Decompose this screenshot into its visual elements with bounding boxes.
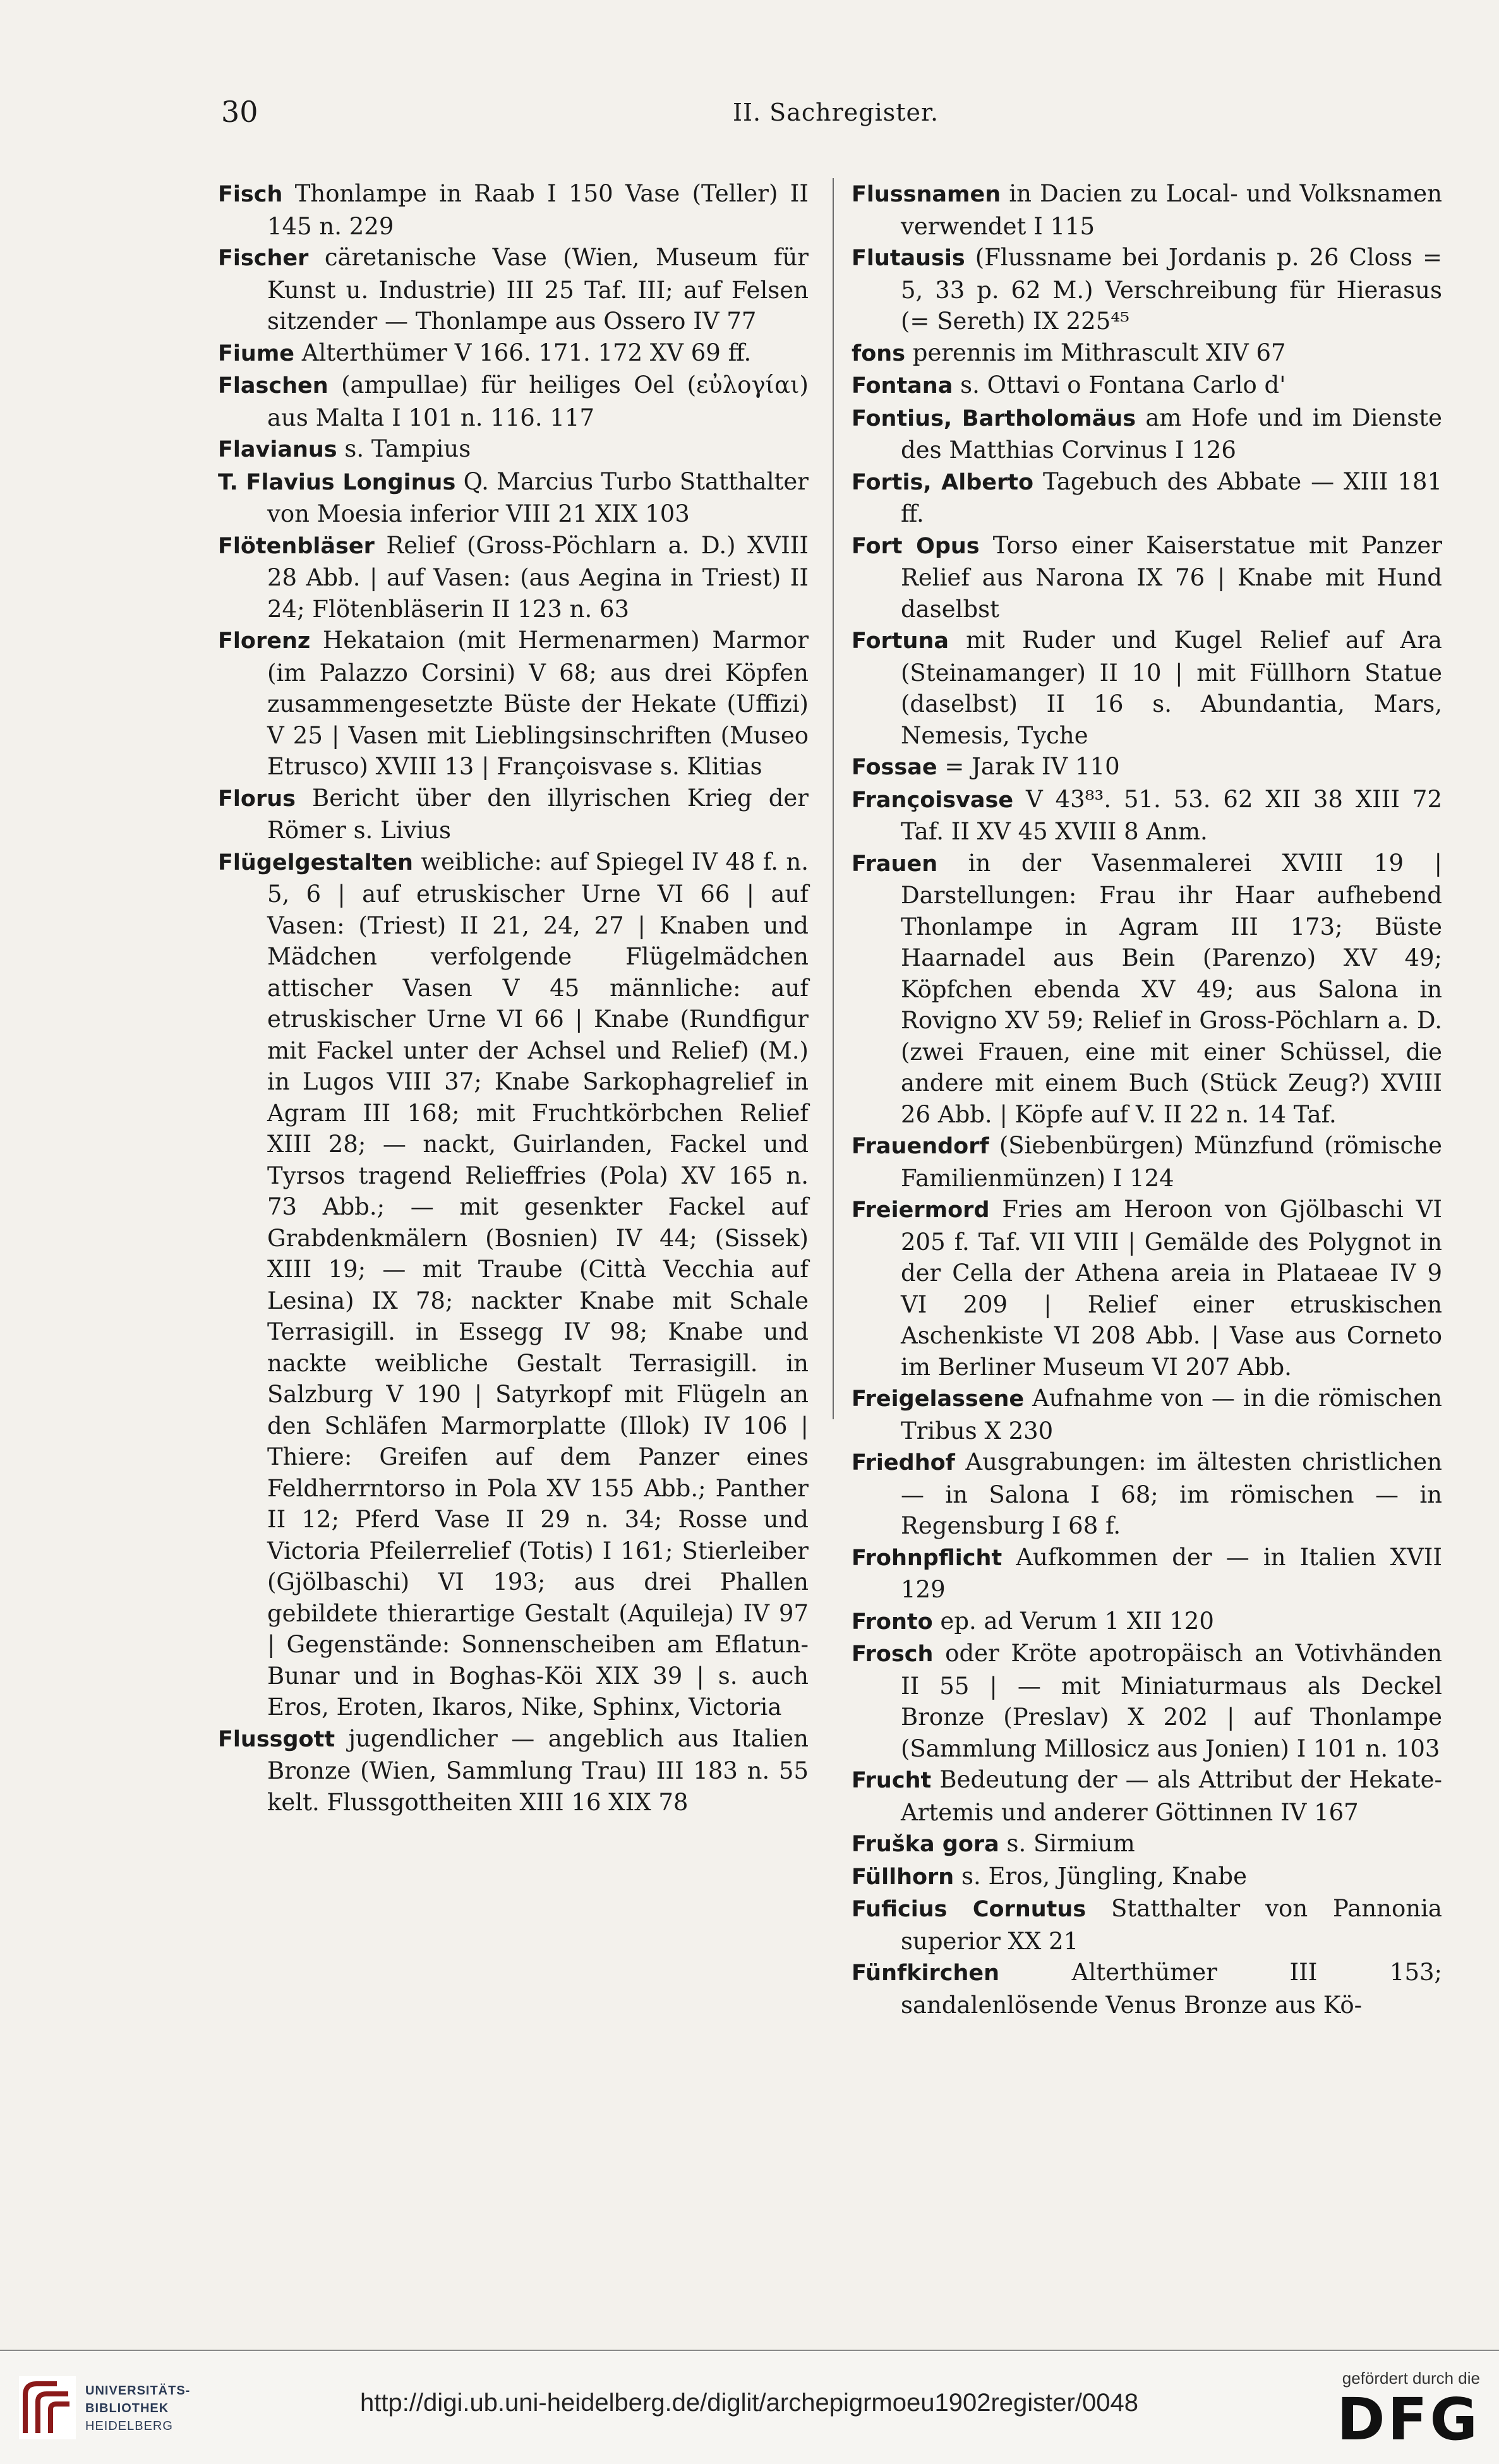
entry-keyword: Fünfkirchen	[852, 1961, 1000, 1986]
entry-text: (Flussname bei Jordanis p. 26 Closs = 5, 33 p. 62 M.) Verschreibung für Hierasus (= Sereth) IX 225⁴⁵	[901, 244, 1442, 335]
index-entry	[218, 337, 809, 370]
entry-text: Alterthümer V 166. 171. 172 XV 69 ff.	[294, 339, 752, 366]
index-entry	[852, 1130, 1442, 1194]
entry-text: in der Vasenmalerei XVIII 19 | Darstellungen: Frau ihr Haar aufhebend Thonlampe in Agram III 173; Büste Haarnadel aus Bein (Parenzo) XV 49; Köpfchen ebenda XV 49; aus Salona in Rovigno XV 59; Relief in Gross-Pöchlarn a. D. (zwei Frauen, eine mit einer Schüssel, die andere mit einem Buch (Stück Zeug?) XVIII 26 Abb. | Köpfe auf V. II 22 n. 14 Taf.	[901, 849, 1442, 1128]
entry-keyword: Frohnpflicht	[852, 1545, 1002, 1571]
entry-text: s. Tampius	[337, 435, 471, 462]
entry-text: Statthalter von Pannonia superior XX 21	[901, 1895, 1442, 1955]
index-entry	[218, 466, 809, 530]
entry-text: Q. Marcius Turbo Statthalter von Moesia inferior VIII 21 XIX 103	[267, 467, 809, 527]
entry-keyword: Frucht	[852, 1768, 932, 1793]
index-entry	[852, 1828, 1442, 1861]
entry-text: Hekataion (mit Hermenarmen) Marmor (im Palazzo Corsini) V 68; aus drei Köpfen zusammengesetzte Büste der Hekate (Uffizi) V 25 | Vasen mit Lieblingsinschriften (Museo Etrusco) XVIII 13 | Françoisvase s. Klitias	[267, 627, 809, 780]
index-entry	[852, 178, 1442, 242]
entry-keyword: Frauen	[852, 851, 938, 877]
university-library-icon	[19, 2376, 76, 2439]
index-entry	[852, 1893, 1442, 1957]
entry-keyword: Fontana	[852, 373, 953, 399]
entry-text: Torso einer Kaiserstatue mit Panzer Relief aus Narona IX 76 | Knabe mit Hund daselbst	[901, 531, 1442, 623]
entry-keyword: Fossae	[852, 755, 937, 780]
index-entry	[852, 1764, 1442, 1828]
page-footer	[0, 2350, 1499, 2464]
entry-text: = Jarak IV 110	[937, 753, 1120, 780]
entry-text: Tagebuch des Abbate — XIII 181 ff.	[901, 467, 1442, 527]
library-name-line1: UNIVERSITÄTS-	[85, 2384, 191, 2398]
index-entry	[218, 242, 809, 337]
entry-keyword: T. Flavius Longinus	[218, 469, 456, 495]
entry-keyword: Flutausis	[852, 246, 965, 271]
index-entry	[218, 625, 809, 783]
index-entry	[852, 530, 1442, 625]
index-entry	[852, 751, 1442, 784]
entry-keyword: Fiume	[218, 340, 295, 366]
entry-text: Aufnahme von — in die römischen Tribus X 230	[901, 1385, 1442, 1445]
index-entry	[852, 1542, 1442, 1606]
entry-keyword: Françoisvase	[852, 787, 1014, 813]
entry-keyword: Freiermord	[852, 1198, 990, 1223]
entry-text: (ampullae) für heiliges Oel (εὐλογίαι) aus Malta I 101 n. 116. 117	[267, 371, 809, 431]
entry-keyword: Fontius, Bartholomäus	[852, 406, 1136, 431]
entry-keyword: Flussgott	[218, 1726, 335, 1752]
entry-keyword: Flügelgestalten	[218, 850, 413, 875]
index-entry	[852, 242, 1442, 337]
entry-keyword: Fruška gora	[852, 1832, 999, 1857]
entry-text: weibliche: auf Spiegel IV 48 f. n. 5, 6 | auf etruskischer Urne VI 66 | auf Vasen: (Triest) II 21, 24, 27 | Knaben und Mädchen verfolgende Flügelmädchen attischer Vasen V 45 männliche: auf etruskischer Urne VI 66 | Knabe (Rundfigur mit Fackel unter der Achsel und Relief) (M.) in Lugos VIII 37; Knabe Sarkophagrelief in Agram III 168; mit Fruchtkörbchen Relief XIII 28; — nackt, Guirlanden, Fackel und Tyrsos tragend Relieffries (Pola) XV 165 n. 73 Abb.; — mit gesenkter Fackel auf Grabdenkmälern (Bosnien) IV 44; (Sissek) XIII 19; — mit Traube (Città Vecchia auf Lesina) IX 78; nackter Knabe mit Schale Terrasigill. in Essegg IV 98; Knabe und nackte weibliche Gestalt Terrasigill. in Salzburg V 190 | Satyrkopf mit Flügeln an den Schläfen Marmorplatte (Illok) IV 106 | Thiere: Greifen auf dem Panzer eines Feldherrntorso in Pola XV 155 Abb.; Panther II 12; Pferd Vase II 29 n. 34; Rosse und Victoria Pfeilerrelief (Totis) I 161; Stierleiber (Gjölbaschi) VI 193; aus drei Phallen gebildete thierartige Gestalt (Aquileja) IV 97 | Gegenstände: Sonnenscheiben am Eflatun-Bunar und in Boghas-Köi XIX 39 | s. auch Eros, Eroten, Ikaros, Nike, Sphinx, Victoria	[267, 848, 809, 1721]
entry-keyword: Friedhof	[852, 1450, 955, 1475]
library-name-line3: HEIDELBERG	[85, 2419, 173, 2433]
index-entry	[852, 466, 1442, 530]
entry-keyword: Flötenbläser	[218, 533, 375, 559]
entry-text: s. Ottavi o Fontana Carlo d'	[953, 371, 1286, 399]
running-head: II. Sachregister.	[733, 99, 939, 126]
index-entry	[852, 402, 1442, 466]
index-entry	[852, 1194, 1442, 1383]
entry-text: Bedeutung der — als Attribut der Hekate-Artemis und anderer Göttinnen IV 167	[901, 1766, 1442, 1826]
entry-text: cäretanische Vase (Wien, Museum für Kunst u. Industrie) III 25 Taf. III; auf Felsen sitzender — Thonlampe aus Ossero IV 77	[267, 244, 809, 335]
index-entry	[218, 1723, 809, 1818]
entry-text: V 43⁸³. 51. 53. 62 XII 38 XIII 72 Taf. II XV 45 XVIII 8 Anm.	[901, 785, 1442, 845]
entry-keyword: Fronto	[852, 1609, 933, 1635]
index-entry	[218, 846, 809, 1723]
index-entry	[852, 1446, 1442, 1542]
dfg-logo: DFG	[1337, 2386, 1480, 2453]
entry-text: oder Kröte apotropäisch an Votivhänden II 55 | — mit Miniaturmaus als Deckel Bronze (Preslav) X 202 | auf Thonlampe (Sammlung Millosicz aus Jonien) I 101 n. 103	[901, 1640, 1442, 1762]
right-column	[852, 178, 1442, 2021]
index-entry	[852, 848, 1442, 1131]
entry-text: jugendlicher — angeblich aus Italien Bronze (Wien, Sammlung Trau) III 183 n. 55 kelt. Flussgottheiten XIII 16 XIX 78	[267, 1724, 809, 1816]
entry-keyword: Florenz	[218, 628, 311, 654]
entry-keyword: fons	[852, 340, 906, 366]
entry-keyword: Fuficius Cornutus	[852, 1897, 1087, 1922]
index-entry	[852, 1383, 1442, 1446]
index-entry	[218, 433, 809, 466]
entry-text: ep. ad Verum 1 XII 120	[932, 1607, 1214, 1635]
index-entry	[852, 1606, 1442, 1638]
index-entry	[218, 783, 809, 846]
entry-text: Aufkommen der — in Italien XVII 129	[901, 1543, 1442, 1603]
entry-keyword: Florus	[218, 786, 296, 812]
index-entry	[852, 337, 1442, 370]
entry-text: s. Sirmium	[999, 1830, 1135, 1857]
entry-text: Ausgrabungen: im ältesten christlichen — in Salona I 68; im römischen — in Regensburg I 68 f.	[901, 1448, 1442, 1539]
index-entry	[218, 178, 809, 242]
index-entry	[218, 370, 809, 433]
entry-text: Alterthümer III 153; sandalenlösende Venus Bronze aus Kö-	[901, 1959, 1442, 2019]
index-entry	[852, 1861, 1442, 1894]
index-entry	[852, 370, 1442, 402]
entry-keyword: Flavianus	[218, 437, 337, 462]
entry-text: Relief (Gross-Pöchlarn a. D.) XVIII 28 Abb. | auf Vasen: (aus Aegina in Triest) II 24; Flötenbläserin II 123 n. 63	[267, 531, 809, 623]
index-entry	[852, 784, 1442, 848]
entry-text: Fries am Heroon von Gjölbaschi VI 205 f. Taf. VII VIII | Gemälde des Polygnot in der Cella der Athena areia in Plataeae IV 9 VI 209 | Relief einer etruskischen Aschenkiste VI 208 Abb. | Vase aus Corneto im Berliner Museum VI 207 Abb.	[901, 1196, 1442, 1381]
entry-keyword: Fortis, Alberto	[852, 469, 1034, 495]
library-name-line2: BIBLIOTHEK	[85, 2401, 169, 2415]
entry-text: s. Eros, Jüngling, Knabe	[954, 1862, 1247, 1890]
library-logo[interactable]	[19, 2376, 208, 2446]
entry-keyword: Fisch	[218, 182, 283, 207]
entry-keyword: Frauendorf	[852, 1134, 989, 1159]
page-number: 30	[221, 95, 258, 129]
entry-keyword: Freigelassene	[852, 1386, 1025, 1412]
index-entry	[852, 1957, 1442, 2021]
entry-keyword: Fort Opus	[852, 533, 980, 559]
funding-credit[interactable]	[1316, 2369, 1480, 2451]
entry-text: in Dacien zu Local- und Volksnamen verwendet I 115	[901, 180, 1442, 240]
entry-keyword: Flussnamen	[852, 182, 1001, 207]
funding-text: gefördert durch die	[1342, 2369, 1480, 2388]
entry-keyword: Fischer	[218, 246, 309, 271]
page-header	[0, 95, 1499, 139]
entry-keyword: Frosch	[852, 1642, 934, 1667]
index-entry	[218, 530, 809, 625]
left-column	[218, 178, 809, 1818]
index-entry	[852, 1638, 1442, 1764]
entry-keyword: Füllhorn	[852, 1864, 954, 1890]
entry-keyword: Flaschen	[218, 373, 328, 399]
entry-text: Bericht über den illyrischen Krieg der Römer s. Livius	[267, 784, 809, 844]
entry-text: (Siebenbürgen) Münzfund (römische Familienmünzen) I 124	[901, 1132, 1442, 1192]
permalink-url[interactable]: http://digi.ub.uni-heidelberg.de/diglit/archepigrmoeu1902register/0048	[360, 2389, 1138, 2417]
entry-text: perennis im Mithrascult XIV 67	[905, 339, 1286, 366]
entry-text: Thonlampe in Raab I 150 Vase (Teller) II 145 n. 229	[267, 180, 809, 240]
entry-text: mit Ruder und Kugel Relief auf Ara (Steinamanger) II 10 | mit Füllhorn Statue (daselbst) II 16 s. Abundantia, Mars, Nemesis, Tyche	[901, 627, 1442, 749]
column-divider	[833, 178, 834, 1419]
index-entry	[852, 625, 1442, 751]
entry-keyword: Fortuna	[852, 628, 949, 654]
entry-text: am Hofe und im Dienste des Matthias Corvinus I 126	[901, 404, 1442, 464]
